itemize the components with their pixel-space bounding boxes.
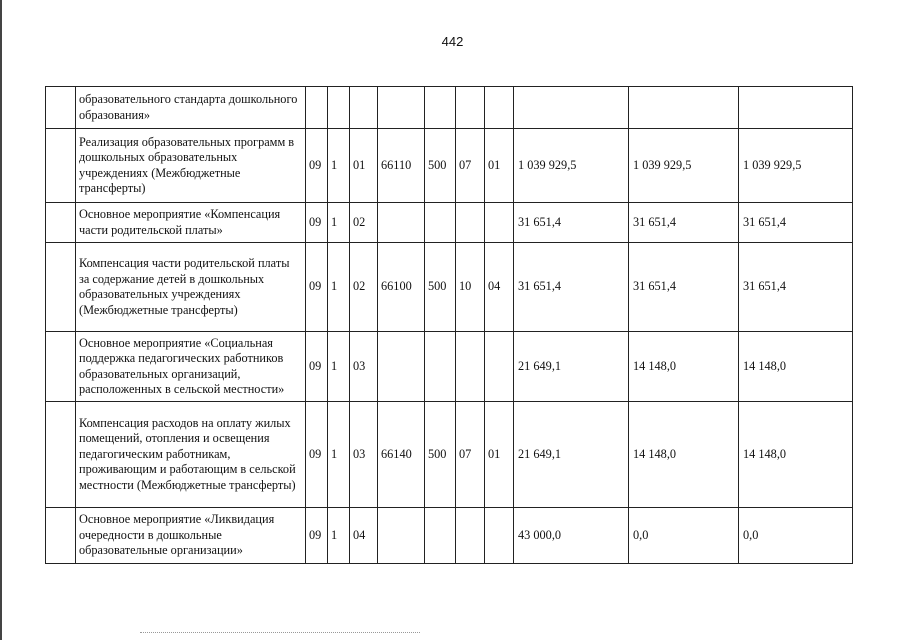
- section-code: [456, 203, 485, 243]
- expense-type-code: [425, 508, 456, 564]
- expense-type-code: 500: [425, 129, 456, 203]
- direction-code: [378, 508, 425, 564]
- gp-code: 09: [306, 508, 328, 564]
- amount-year-1: 43 000,0: [514, 508, 629, 564]
- amount-year-3: 14 148,0: [739, 332, 853, 402]
- om-code: 01: [350, 129, 378, 203]
- table-row: [46, 203, 853, 243]
- expense-type-code: 500: [425, 402, 456, 508]
- direction-code: [378, 332, 425, 402]
- amount-year-3: 14 148,0: [739, 402, 853, 508]
- amount-year-1: 21 649,1: [514, 402, 629, 508]
- table-row: [46, 243, 853, 332]
- empty-cell: [46, 402, 76, 508]
- subsection-code: [485, 87, 514, 129]
- direction-code: [378, 87, 425, 129]
- gp-code: 09: [306, 332, 328, 402]
- amount-year-3: [739, 87, 853, 129]
- direction-code: 66110: [378, 129, 425, 203]
- budget-table: [45, 86, 853, 564]
- row-name: Основное мероприятие «Социальная поддержка педагогических работников образовательных организаций, расположенных в сельской местности»: [76, 332, 306, 402]
- empty-cell: [46, 243, 76, 332]
- pp-code: 1: [328, 243, 350, 332]
- amount-year-3: 31 651,4: [739, 203, 853, 243]
- om-code: 02: [350, 203, 378, 243]
- table-row: [46, 129, 853, 203]
- amount-year-1: 21 649,1: [514, 332, 629, 402]
- empty-cell: [46, 129, 76, 203]
- gp-code: 09: [306, 129, 328, 203]
- subsection-code: 01: [485, 402, 514, 508]
- table-row: [46, 402, 853, 508]
- om-code: 03: [350, 332, 378, 402]
- gp-code: [306, 87, 328, 129]
- expense-type-code: 500: [425, 243, 456, 332]
- empty-cell: [46, 87, 76, 129]
- row-name: Основное мероприятие «Компенсация части родительской платы»: [76, 203, 306, 243]
- gp-code: 09: [306, 243, 328, 332]
- pp-code: 1: [328, 203, 350, 243]
- section-code: [456, 508, 485, 564]
- page-left-edge: [0, 0, 2, 640]
- subsection-code: 04: [485, 243, 514, 332]
- amount-year-3: 1 039 929,5: [739, 129, 853, 203]
- amount-year-3: 31 651,4: [739, 243, 853, 332]
- amount-year-2: 14 148,0: [629, 402, 739, 508]
- section-code: 07: [456, 129, 485, 203]
- amount-year-2: [629, 87, 739, 129]
- gp-code: 09: [306, 203, 328, 243]
- row-name: образовательного стандарта дошкольного образования»: [76, 87, 306, 129]
- gp-code: 09: [306, 402, 328, 508]
- direction-code: [378, 203, 425, 243]
- om-code: 04: [350, 508, 378, 564]
- pp-code: 1: [328, 332, 350, 402]
- pp-code: [328, 87, 350, 129]
- expense-type-code: [425, 332, 456, 402]
- pp-code: 1: [328, 402, 350, 508]
- row-name: Компенсация расходов на оплату жилых помещений, отопления и освещения педагогическим работникам, проживающим и работающим в сельской местности (Межбюджетные трансферты): [76, 402, 306, 508]
- amount-year-1: 31 651,4: [514, 203, 629, 243]
- row-name: Основное мероприятие «Ликвидация очередности в дошкольные образовательные организации»: [76, 508, 306, 564]
- table-row: [46, 508, 853, 564]
- om-code: [350, 87, 378, 129]
- pp-code: 1: [328, 508, 350, 564]
- row-name: Реализация образовательных программ в дошкольных образовательных учреждениях (Межбюджетные трансферты): [76, 129, 306, 203]
- amount-year-1: [514, 87, 629, 129]
- om-code: 03: [350, 402, 378, 508]
- row-name: Компенсация части родительской платы за содержание детей в дошкольных образовательных учреждениях (Межбюджетные трансферты): [76, 243, 306, 332]
- om-code: 02: [350, 243, 378, 332]
- section-code: 10: [456, 243, 485, 332]
- amount-year-2: 14 148,0: [629, 332, 739, 402]
- direction-code: 66100: [378, 243, 425, 332]
- section-code: [456, 87, 485, 129]
- amount-year-2: 31 651,4: [629, 203, 739, 243]
- empty-cell: [46, 508, 76, 564]
- amount-year-1: 1 039 929,5: [514, 129, 629, 203]
- subsection-code: [485, 332, 514, 402]
- subsection-code: [485, 508, 514, 564]
- direction-code: 66140: [378, 402, 425, 508]
- expense-type-code: [425, 87, 456, 129]
- scan-artifact-line: [140, 632, 420, 634]
- section-code: 07: [456, 402, 485, 508]
- table-row: [46, 332, 853, 402]
- empty-cell: [46, 203, 76, 243]
- amount-year-2: 31 651,4: [629, 243, 739, 332]
- amount-year-2: 1 039 929,5: [629, 129, 739, 203]
- subsection-code: [485, 203, 514, 243]
- page-number: 442: [441, 34, 464, 49]
- pp-code: 1: [328, 129, 350, 203]
- amount-year-3: 0,0: [739, 508, 853, 564]
- section-code: [456, 332, 485, 402]
- subsection-code: 01: [485, 129, 514, 203]
- amount-year-2: 0,0: [629, 508, 739, 564]
- amount-year-1: 31 651,4: [514, 243, 629, 332]
- table-row: [46, 87, 853, 129]
- empty-cell: [46, 332, 76, 402]
- expense-type-code: [425, 203, 456, 243]
